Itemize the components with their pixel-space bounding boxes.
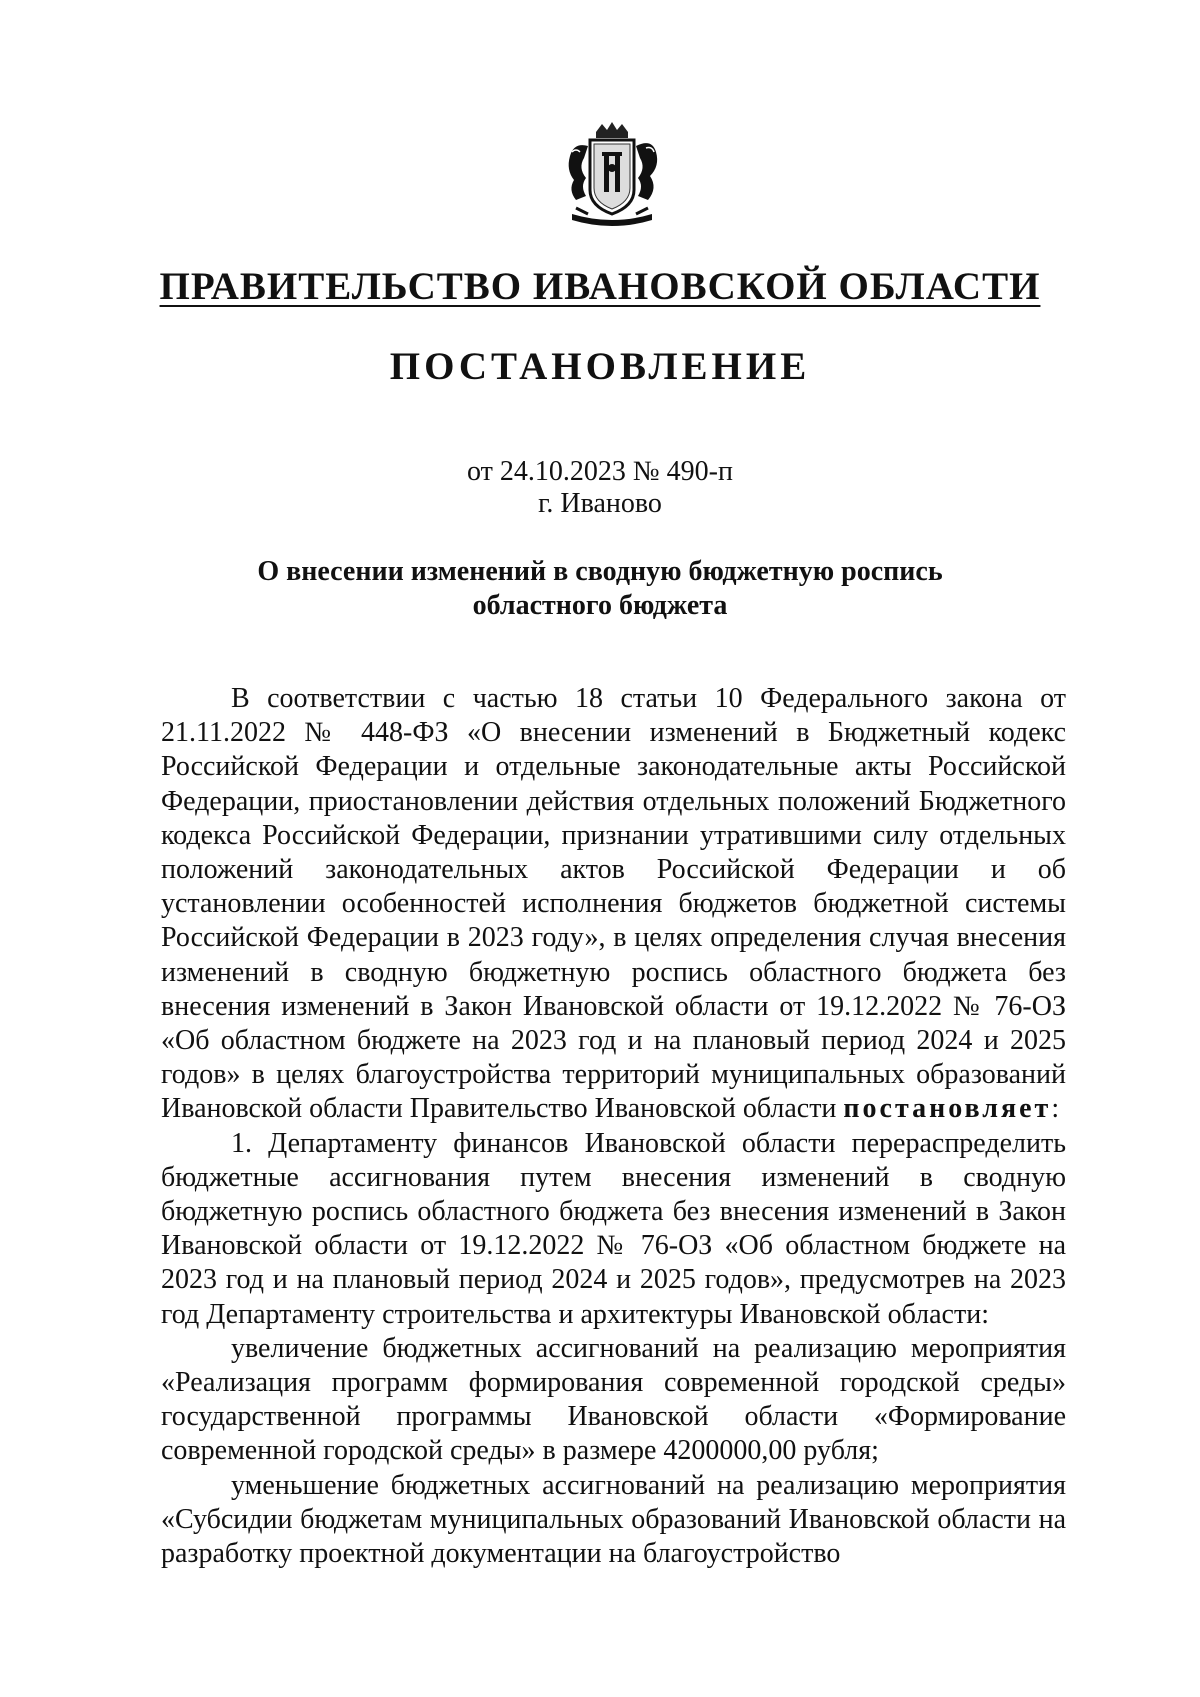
item-1-paragraph: 1. Департаменту финансов Ивановской области перераспределить бюджетные ассигнования путем внесения изменений в сводную бюджетную роспись областного бюджета без внесения изменений в Закон Ивановской области от 19.12.2022 № 76-ОЗ «Об областном бюджете на 2023 год и на плановый период 2024 и 2025 годов», предусмотрев на 2023 год Департаменту строительства и архитектуры Ивановской области:: [161, 1127, 1066, 1330]
document-body: [161, 682, 1066, 1571]
subject-line-2: областного бюджета: [472, 590, 728, 621]
subject-line-1: О внесении изменений в сводную бюджетную роспись: [257, 556, 943, 587]
preamble-paragraph: [161, 682, 1066, 1127]
organization-title: [150, 262, 1050, 312]
coat-of-arms-graphic: [560, 122, 664, 232]
organization-title-text: ПРАВИТЕЛЬСТВО ИВАНОВСКОЙ ОБЛАСТИ: [159, 265, 1041, 308]
date-and-number: от 24.10.2023 № 490-п: [467, 456, 733, 487]
increase-paragraph: увеличение бюджетных ассигнований на реализацию мероприятия «Реализация программ формирования современной городской среды» государственной программы Ивановской области «Формирование современной городской среды» в размере 4200000,00 рубля;: [161, 1332, 1066, 1467]
decrease-paragraph: уменьшение бюджетных ассигнований на реализацию мероприятия «Субсидии бюджетам муниципальных образований Ивановской области на разработку проектной документации на благоустройство: [161, 1469, 1066, 1570]
document-type: ПОСТАНОВЛЕНИЕ: [389, 345, 811, 388]
resolves-colon: :: [1051, 1093, 1060, 1125]
document-subject: [200, 555, 1000, 623]
preamble-text: В соответствии с частью 18 статьи 10 Федерального закона от 21.11.2022 № 448-ФЗ «О внесении изменений в Бюджетный кодекс Российской Федерации и отдельные законодательные акты Российской Федерации, приостановлении действия отдельных положений Бюджетного кодекса Российской Федерации, признании утратившими силу отдельных положений законодательных актов Российской Федерации и об установлении особенностей исполнения бюджетов бюджетной системы Российской Федерации в 2023 году», в целях определения случая внесения изменений в сводную бюджетную роспись областного бюджета без внесения изменений в Закон Ивановской области от 19.12.2022 № 76-ОЗ «Об областном бюджете на 2023 год и на плановый период 2024 и 2025 годов» в целях благоустройства территорий муниципальных образований Ивановской области Правительство Ивановской области: [161, 683, 1066, 1125]
resolves-word: постановляет: [843, 1093, 1052, 1125]
coat-of-arms-icon: [560, 122, 664, 232]
city: г. Иваново: [538, 488, 662, 519]
